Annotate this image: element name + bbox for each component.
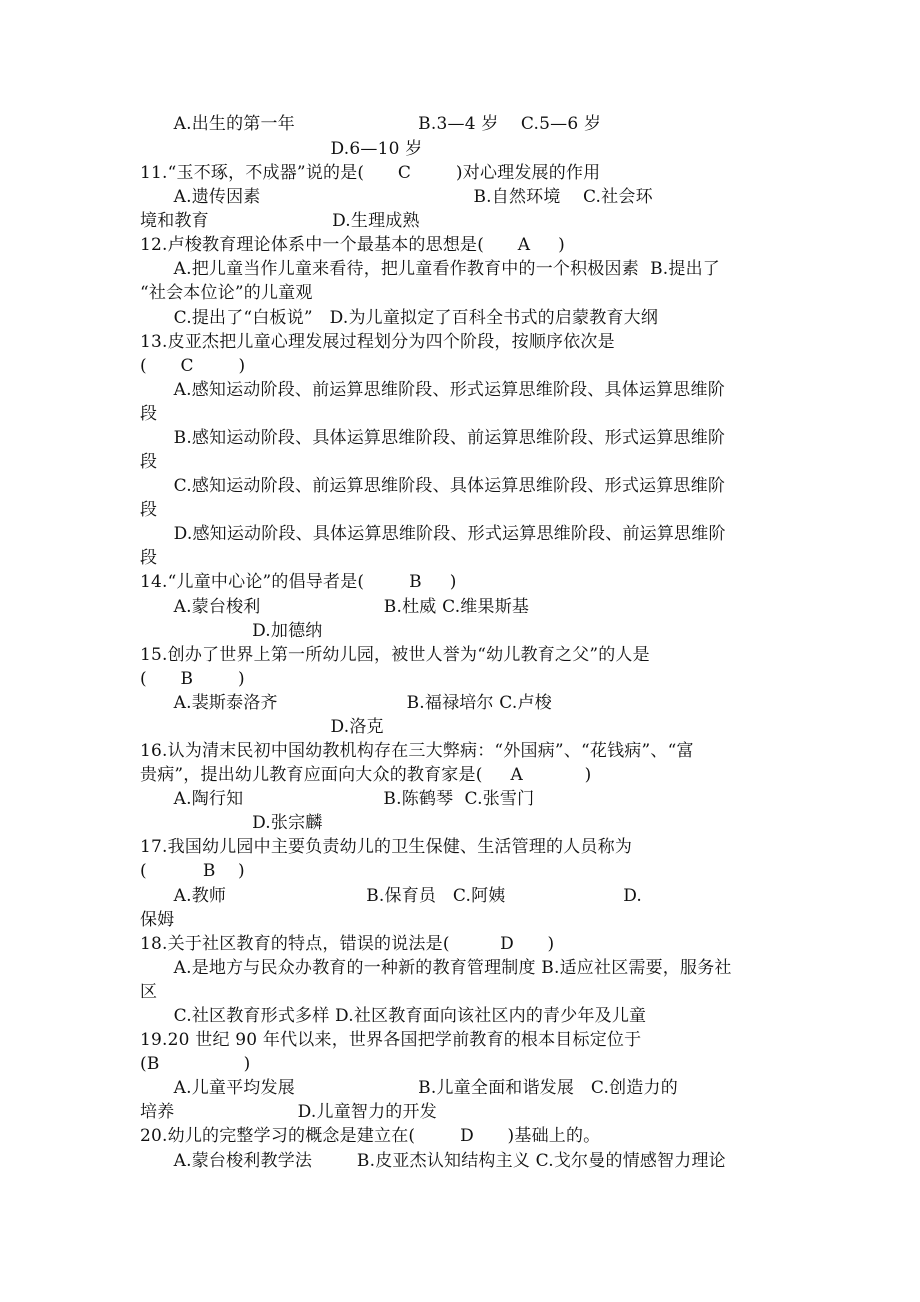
line-18: D.感知运动阶段、具体运算思维阶段、形式运算思维阶段、前运算思维阶 xyxy=(140,524,726,544)
line-34: 保姆 xyxy=(140,910,175,930)
line-5: 境和教育 D.生理成熟 xyxy=(140,211,420,231)
line-30: D.张宗麟 xyxy=(140,813,323,833)
line-8: “社会本位论”的儿童观 xyxy=(140,283,313,303)
line-37: 区 xyxy=(140,982,158,1002)
line-4: A.遗传因素 B.自然环境 C.社会环 xyxy=(140,187,653,207)
line-36: A.是地方与民众办教育的一种新的教育管理制度 B.适应社区需要，服务社 xyxy=(140,958,732,978)
line-26: D.洛克 xyxy=(140,717,384,737)
line-17: 段 xyxy=(140,500,158,520)
line-32: ( B ) xyxy=(140,861,245,881)
question-13: 13.皮亚杰把儿童心理发展过程划分为四个阶段，按顺序依次是 xyxy=(140,332,615,352)
line-19: 段 xyxy=(140,548,158,568)
line-41: A.儿童平均发展 B.儿童全面和谐发展 C.创造力的 xyxy=(140,1078,678,1098)
line-9: C.提出了“白板说” D.为儿童拟定了百科全书式的启蒙教育大纲 xyxy=(140,308,659,328)
line-13: 段 xyxy=(140,404,158,424)
question-16: 16.认为清末民初中国幼教机构存在三大弊病：“外国病”、“花钱病”、“富 xyxy=(140,741,694,761)
line-38: C.社区教育形式多样 D.社区教育面向该社区内的青少年及儿童 xyxy=(140,1006,647,1026)
line-16: C.感知运动阶段、前运算思维阶段、具体运算思维阶段、形式运算思维阶 xyxy=(140,476,726,496)
question-14: 14.“儿童中心论”的倡导者是( B ) xyxy=(140,572,457,592)
line-2: D.6—10 岁 xyxy=(140,139,423,159)
line-11: ( C ) xyxy=(140,356,246,376)
question-11: 11.“玉不琢，不成器”说的是( C )对心理发展的作用 xyxy=(140,163,601,183)
line-21: A.蒙台梭利 B.杜威 C.维果斯基 xyxy=(140,597,530,617)
question-12: 12.卢梭教育理论体系中一个最基本的思想是( A ) xyxy=(140,235,566,255)
question-19: 19.20 世纪 90 年代以来，世界各国把学前教育的根本目标定位于 xyxy=(140,1030,642,1050)
line-44: A.蒙台梭利教学法 B.皮亚杰认知结构主义 C.戈尔曼的情感智力理论 xyxy=(140,1151,726,1171)
question-15: 15.创办了世界上第一所幼儿园，被世人誉为“幼儿教育之父”的人是 xyxy=(140,645,650,665)
line-12: A.感知运动阶段、前运算思维阶段、形式运算思维阶段、具体运算思维阶 xyxy=(140,380,725,400)
line-42: 培养 D.儿童智力的开发 xyxy=(140,1102,437,1122)
line-33: A.教师 B.保育员 C.阿姨 D. xyxy=(140,886,643,906)
question-20: 20.幼儿的完整学习的概念是建立在( D )基础上的。 xyxy=(140,1126,601,1146)
line-1: A.出生的第一年 B.3—4 岁 C.5—6 岁 xyxy=(140,114,602,134)
line-7: A.把儿童当作儿童来看待，把儿童看作教育中的一个积极因素 B.提出了 xyxy=(140,259,721,279)
line-14: B.感知运动阶段、具体运算思维阶段、前运算思维阶段、形式运算思维阶 xyxy=(140,428,726,448)
line-15: 段 xyxy=(140,452,158,472)
line-25: A.裴斯泰洛齐 B.福禄培尔 C.卢梭 xyxy=(140,693,552,713)
question-18: 18.关于社区教育的特点，错误的说法是( D ) xyxy=(140,934,555,954)
line-28: 贵病”，提出幼儿教育应面向大众的教育家是( A ) xyxy=(140,765,592,785)
line-22: D.加德纳 xyxy=(140,621,323,641)
question-17: 17.我国幼儿园中主要负责幼儿的卫生保健、生活管理的人员称为 xyxy=(140,837,633,857)
line-24: ( B ) xyxy=(140,669,245,689)
line-40: (B ) xyxy=(140,1054,251,1074)
line-29: A.陶行知 B.陈鹤琴 C.张雪门 xyxy=(140,789,535,809)
